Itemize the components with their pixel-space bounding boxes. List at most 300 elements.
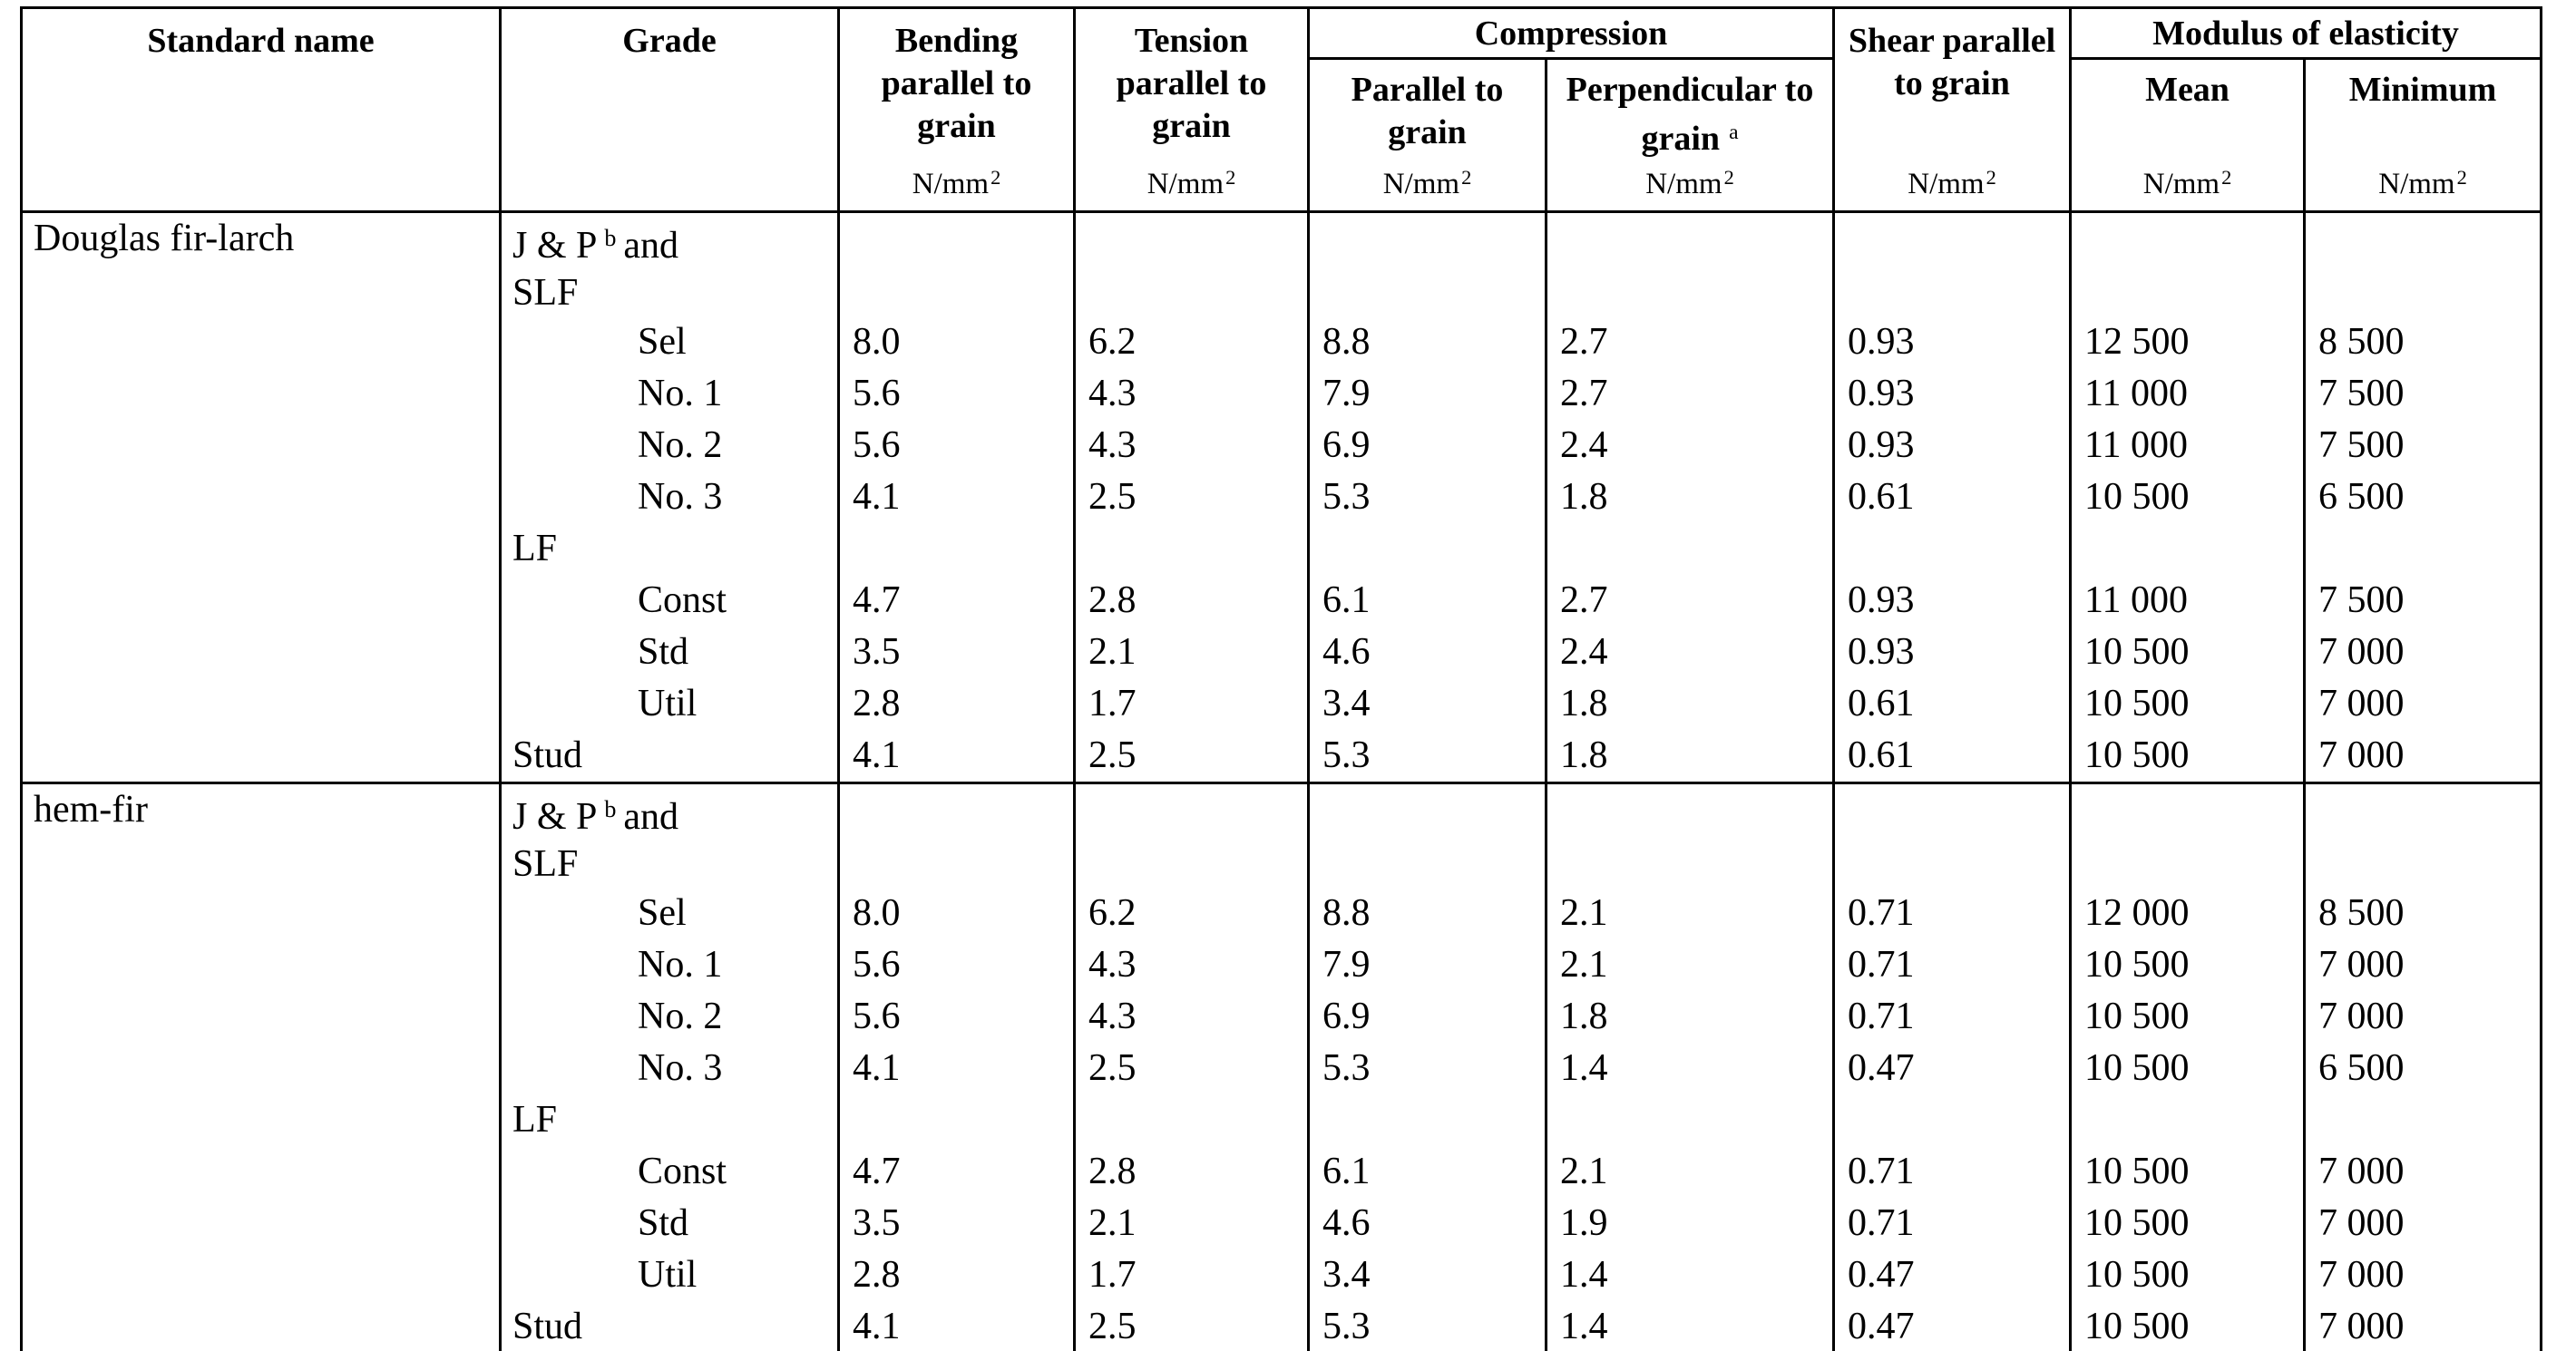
grade-cell [501, 471, 839, 523]
value-text: 7 000 [2318, 944, 2405, 987]
value-cell [1834, 368, 2071, 420]
value-text: 6.9 [1322, 996, 1371, 1038]
value-text: 0.61 [1848, 476, 1915, 519]
value-cell [2071, 783, 2305, 889]
superscript-2: 2 [1723, 165, 1734, 189]
value-cell [2305, 368, 2542, 420]
value-cell [2071, 678, 2305, 730]
value-text: 2.8 [853, 1254, 901, 1297]
grade-cell [501, 212, 839, 317]
col-header-standard-name [22, 8, 501, 212]
value-cell [2071, 1301, 2305, 1351]
value-cell [2305, 1249, 2542, 1301]
table-row [22, 212, 2542, 317]
grade-text: No. 3 [638, 476, 723, 519]
grade-cell [501, 523, 839, 575]
value-text: 8.0 [853, 321, 901, 364]
value-cell [839, 1198, 1075, 1249]
value-text: 5.6 [853, 424, 901, 467]
col-header-label: Grade [622, 22, 717, 60]
col-header-compression-perpendicular [1547, 59, 1834, 212]
superscript-2: 2 [2221, 165, 2232, 189]
superscript-2: 2 [990, 165, 1001, 189]
value-cell [1309, 1043, 1547, 1094]
value-text: 11 000 [2084, 424, 2188, 467]
value-cell [1834, 471, 2071, 523]
value-text: 8.8 [1322, 892, 1371, 935]
value-text: 0.93 [1848, 424, 1915, 467]
value-text: 1.4 [1560, 1306, 1608, 1348]
value-cell [839, 575, 1075, 627]
value-text: 1.4 [1560, 1254, 1608, 1297]
value-text: 4.1 [853, 1047, 901, 1090]
table-row [22, 783, 2542, 889]
grade-cell [501, 1198, 839, 1249]
grade-cell [501, 678, 839, 730]
value-cell [2305, 991, 2542, 1043]
value-text: 2.1 [1560, 1151, 1608, 1193]
value-cell [1547, 991, 1834, 1043]
value-cell [1834, 939, 2071, 991]
value-text: 1.7 [1088, 683, 1137, 725]
value-cell [2071, 212, 2305, 317]
value-cell [1075, 523, 1309, 575]
value-cell [1075, 1249, 1309, 1301]
value-text: 11 000 [2084, 579, 2188, 622]
value-text: 5.3 [1322, 1047, 1371, 1090]
value-cell [2071, 471, 2305, 523]
value-cell [1309, 1198, 1547, 1249]
value-text: 0.93 [1848, 631, 1915, 674]
value-cell [2071, 1094, 2305, 1146]
superscript-2: 2 [1461, 165, 1472, 189]
col-header-modulus-mean [2071, 59, 2305, 212]
value-cell [1547, 1146, 1834, 1198]
value-cell [2071, 939, 2305, 991]
value-text: 0.47 [1848, 1047, 1915, 1090]
value-cell [1309, 471, 1547, 523]
value-cell [1075, 575, 1309, 627]
value-cell [2305, 1043, 2542, 1094]
value-text: 2.7 [1560, 579, 1608, 622]
value-cell [1075, 730, 1309, 783]
value-cell [2071, 991, 2305, 1043]
value-cell [1075, 1094, 1309, 1146]
col-header-shear [1834, 8, 2071, 212]
value-cell [839, 420, 1075, 471]
value-text: 4.3 [1088, 424, 1137, 467]
footnote-marker-b: b [604, 225, 617, 251]
value-cell [839, 368, 1075, 420]
value-text: 4.1 [853, 476, 901, 519]
col-header-grade [501, 8, 839, 212]
grade-cell [501, 939, 839, 991]
value-text: 7 000 [2318, 734, 2405, 777]
grade-cell [501, 316, 839, 368]
value-text: 5.6 [853, 996, 901, 1038]
value-cell [1075, 678, 1309, 730]
value-text: 4.3 [1088, 373, 1137, 415]
value-text: 7 000 [2318, 683, 2405, 725]
value-text: 6 500 [2318, 476, 2405, 519]
col-header-compression [1309, 8, 1834, 59]
value-cell [1834, 420, 2071, 471]
value-cell [839, 471, 1075, 523]
grade-text: Util [638, 683, 698, 725]
value-cell [2071, 1043, 2305, 1094]
value-text: 2.8 [1088, 1151, 1137, 1193]
value-text: 3.5 [853, 1202, 901, 1245]
value-text: 2.7 [1560, 321, 1608, 364]
grade-text: No. 3 [638, 1047, 723, 1090]
col-header-label: Bending parallel to grain [881, 22, 1032, 145]
grade-text: Sel [638, 321, 687, 364]
value-text: 6.2 [1088, 321, 1137, 364]
grade-text: J & P [512, 225, 598, 267]
value-cell [1547, 1043, 1834, 1094]
value-text: 10 500 [2084, 683, 2190, 725]
value-cell [1547, 1094, 1834, 1146]
col-header-label [1547, 60, 1832, 160]
footnote-marker-a: a [1729, 121, 1739, 144]
value-text: 4.7 [853, 1151, 901, 1193]
value-cell [1834, 1146, 2071, 1198]
value-text: 4.3 [1088, 996, 1137, 1038]
grade-text: Sel [638, 892, 687, 935]
value-cell [839, 1094, 1075, 1146]
value-text: 6.9 [1322, 424, 1371, 467]
unit-label [1076, 162, 1307, 199]
value-text: 7 000 [2318, 996, 2405, 1038]
value-cell [1547, 471, 1834, 523]
value-cell [1075, 1301, 1309, 1351]
value-cell [839, 939, 1075, 991]
table-body [22, 212, 2542, 1351]
value-cell [839, 1301, 1075, 1351]
value-cell [1547, 939, 1834, 991]
value-cell [2305, 939, 2542, 991]
col-header-label: Standard name [147, 22, 375, 60]
value-cell [839, 888, 1075, 939]
value-text: 10 500 [2084, 996, 2190, 1038]
value-text: 0.93 [1848, 321, 1915, 364]
value-cell [1309, 1301, 1547, 1351]
value-cell [1547, 1198, 1834, 1249]
species-name: Douglas fir-larch [34, 218, 295, 259]
value-cell [2305, 1301, 2542, 1351]
value-text: 2.1 [1560, 892, 1608, 935]
value-cell [2071, 368, 2305, 420]
value-text: 0.93 [1848, 373, 1915, 415]
value-text: 2.1 [1088, 1202, 1137, 1245]
grade-text: LF [512, 1099, 558, 1142]
grade-cell [501, 1146, 839, 1198]
col-header-compression-parallel [1309, 59, 1547, 212]
timber-grades-table [20, 6, 2542, 1351]
grade-suffix-text: and [623, 796, 679, 839]
value-cell [1547, 212, 1834, 317]
grade-cell [501, 1301, 839, 1351]
value-cell [1834, 316, 2071, 368]
value-text: 5.6 [853, 944, 901, 987]
value-text: 8 500 [2318, 892, 2405, 935]
value-text: 0.71 [1848, 892, 1915, 935]
value-text: 7 000 [2318, 1254, 2405, 1297]
value-cell [2305, 523, 2542, 575]
value-text: 3.5 [853, 631, 901, 674]
value-cell [1834, 575, 2071, 627]
value-cell [1547, 1301, 1834, 1351]
value-text: 2.7 [1560, 373, 1608, 415]
value-cell [1834, 523, 2071, 575]
value-cell [1834, 1301, 2071, 1351]
unit-label [1835, 162, 2069, 199]
footnote-marker-b: b [604, 796, 617, 823]
unit-text: N/mm [1908, 168, 1985, 200]
col-header-label: Modulus of elasticity [2152, 14, 2459, 53]
value-cell [2071, 316, 2305, 368]
value-text: 1.8 [1560, 683, 1608, 725]
value-text: 2.5 [1088, 1047, 1137, 1090]
value-text: 6.1 [1322, 579, 1371, 622]
value-text: 7 500 [2318, 579, 2405, 622]
value-text: 11 000 [2084, 373, 2188, 415]
value-cell [1547, 678, 1834, 730]
grade-text: J & P [512, 796, 598, 839]
value-text: 6.1 [1322, 1151, 1371, 1193]
value-cell [1309, 1094, 1547, 1146]
value-text: 0.61 [1848, 683, 1915, 725]
grade-line-1 [512, 215, 832, 269]
value-text: 3.4 [1322, 683, 1371, 725]
value-text: 8.0 [853, 892, 901, 935]
value-cell [2305, 575, 2542, 627]
grade-cell [501, 730, 839, 783]
value-text: 0.93 [1848, 579, 1915, 622]
grade-text: No. 2 [638, 996, 723, 1038]
value-cell [1309, 1146, 1547, 1198]
value-text: 4.1 [853, 734, 901, 777]
value-cell [1834, 888, 2071, 939]
grade-text: No. 1 [638, 373, 723, 415]
value-cell [2305, 888, 2542, 939]
value-cell [1547, 316, 1834, 368]
grade-cell [501, 783, 839, 889]
value-text: 1.8 [1560, 996, 1608, 1038]
col-header-text: Perpendicular to grain [1566, 71, 1814, 158]
value-cell [1309, 730, 1547, 783]
grade-text: No. 1 [638, 944, 723, 987]
value-text: 0.71 [1848, 1202, 1915, 1245]
value-cell [1309, 523, 1547, 575]
unit-label [840, 162, 1073, 199]
value-text: 10 500 [2084, 631, 2190, 674]
value-cell [2305, 1094, 2542, 1146]
value-cell [1834, 783, 2071, 889]
value-text: 10 500 [2084, 1202, 2190, 1245]
value-cell [2071, 1146, 2305, 1198]
value-cell [1075, 783, 1309, 889]
value-text: 7 500 [2318, 424, 2405, 467]
value-text: 0.47 [1848, 1306, 1915, 1348]
col-header-bending [839, 8, 1075, 212]
value-text: 6 500 [2318, 1047, 2405, 1090]
value-cell [1547, 523, 1834, 575]
grade-cell [501, 420, 839, 471]
value-cell [2071, 888, 2305, 939]
grade-cell [501, 368, 839, 420]
value-cell [1834, 730, 2071, 783]
grade-cell [501, 1249, 839, 1301]
value-cell [839, 627, 1075, 678]
unit-label [2072, 162, 2303, 199]
grade-cell [501, 1094, 839, 1146]
value-text: 1.8 [1560, 734, 1608, 777]
value-cell [839, 1249, 1075, 1301]
value-cell [1834, 1043, 2071, 1094]
value-cell [2071, 627, 2305, 678]
value-cell [1547, 888, 1834, 939]
value-cell [2071, 575, 2305, 627]
value-cell [1547, 420, 1834, 471]
superscript-2: 2 [1225, 165, 1236, 189]
value-text: 7 000 [2318, 1151, 2405, 1193]
value-cell [839, 1043, 1075, 1094]
value-cell [1309, 783, 1547, 889]
grade-text: Stud [512, 1306, 583, 1348]
value-text: 0.71 [1848, 1151, 1915, 1193]
value-text: 7 000 [2318, 1306, 2405, 1348]
value-cell [839, 678, 1075, 730]
value-text: 5.3 [1322, 734, 1371, 777]
value-text: 12 000 [2084, 892, 2190, 935]
value-text: 4.6 [1322, 1202, 1371, 1245]
value-cell [2305, 678, 2542, 730]
grade-line-2: SLF [512, 843, 579, 886]
value-text: 10 500 [2084, 1047, 2190, 1090]
grade-text: No. 2 [638, 424, 723, 467]
value-cell [1075, 420, 1309, 471]
value-cell [2071, 523, 2305, 575]
grade-cell [501, 575, 839, 627]
value-text: 1.9 [1560, 1202, 1608, 1245]
value-text: 7 000 [2318, 631, 2405, 674]
value-cell [2305, 316, 2542, 368]
unit-text: N/mm [2142, 168, 2220, 200]
unit-label [1310, 162, 1545, 199]
value-cell [1075, 1146, 1309, 1198]
value-cell [1075, 939, 1309, 991]
value-text: 2.5 [1088, 734, 1137, 777]
value-cell [1547, 627, 1834, 678]
grade-cell [501, 627, 839, 678]
value-text: 1.7 [1088, 1254, 1137, 1297]
value-cell [839, 212, 1075, 317]
value-text: 1.4 [1560, 1047, 1608, 1090]
value-cell [2305, 420, 2542, 471]
value-text: 10 500 [2084, 1306, 2190, 1348]
value-cell [2305, 212, 2542, 317]
grade-text: LF [512, 528, 558, 570]
value-cell [1547, 368, 1834, 420]
grade-text: Std [638, 1202, 689, 1245]
value-text: 10 500 [2084, 1254, 2190, 1297]
value-text: 2.1 [1088, 631, 1137, 674]
unit-text: N/mm [2378, 168, 2455, 200]
value-cell [2071, 1198, 2305, 1249]
value-text: 4.1 [853, 1306, 901, 1348]
value-text: 5.3 [1322, 476, 1371, 519]
value-cell [2305, 1198, 2542, 1249]
value-text: 8 500 [2318, 321, 2405, 364]
value-cell [1075, 1043, 1309, 1094]
value-cell [1075, 212, 1309, 317]
grade-text: Util [638, 1254, 698, 1297]
value-cell [2305, 627, 2542, 678]
value-cell [1547, 730, 1834, 783]
value-text: 2.4 [1560, 424, 1608, 467]
unit-label [2306, 162, 2540, 199]
value-text: 7.9 [1322, 944, 1371, 987]
col-header-modulus-minimum [2305, 59, 2542, 212]
value-cell [1309, 420, 1547, 471]
species-cell [22, 212, 501, 783]
value-text: 6.2 [1088, 892, 1137, 935]
value-cell [1834, 212, 2071, 317]
value-text: 4.3 [1088, 944, 1137, 987]
value-cell [1309, 678, 1547, 730]
value-text: 10 500 [2084, 944, 2190, 987]
value-cell [2305, 730, 2542, 783]
value-cell [1309, 575, 1547, 627]
value-text: 2.8 [853, 683, 901, 725]
grade-cell [501, 991, 839, 1043]
value-text: 12 500 [2084, 321, 2190, 364]
value-cell [1075, 368, 1309, 420]
value-cell [1547, 1249, 1834, 1301]
col-header-label: Minimum [2348, 71, 2497, 109]
value-text: 4.6 [1322, 631, 1371, 674]
value-cell [2071, 1249, 2305, 1301]
value-text: 0.71 [1848, 944, 1915, 987]
value-text: 2.1 [1560, 944, 1608, 987]
value-cell [839, 991, 1075, 1043]
value-cell [2305, 783, 2542, 889]
value-cell [1309, 368, 1547, 420]
grade-cell [501, 888, 839, 939]
value-cell [1075, 316, 1309, 368]
grade-cell [501, 1043, 839, 1094]
value-cell [1075, 991, 1309, 1043]
value-cell [2305, 471, 2542, 523]
value-cell [1309, 939, 1547, 991]
value-cell [1547, 783, 1834, 889]
value-cell [839, 316, 1075, 368]
value-cell [2305, 1146, 2542, 1198]
value-cell [1834, 678, 2071, 730]
col-header-label: Tension parallel to grain [1116, 22, 1267, 145]
unit-text: N/mm [1645, 168, 1722, 200]
value-text: 7.9 [1322, 373, 1371, 415]
value-cell [1309, 316, 1547, 368]
value-text: 2.5 [1088, 476, 1137, 519]
col-header-label: Shear parallel to grain [1848, 22, 2056, 102]
value-text: 2.5 [1088, 1306, 1137, 1348]
value-cell [1309, 627, 1547, 678]
grade-suffix-text: and [623, 225, 679, 267]
value-cell [839, 783, 1075, 889]
value-cell [1075, 471, 1309, 523]
